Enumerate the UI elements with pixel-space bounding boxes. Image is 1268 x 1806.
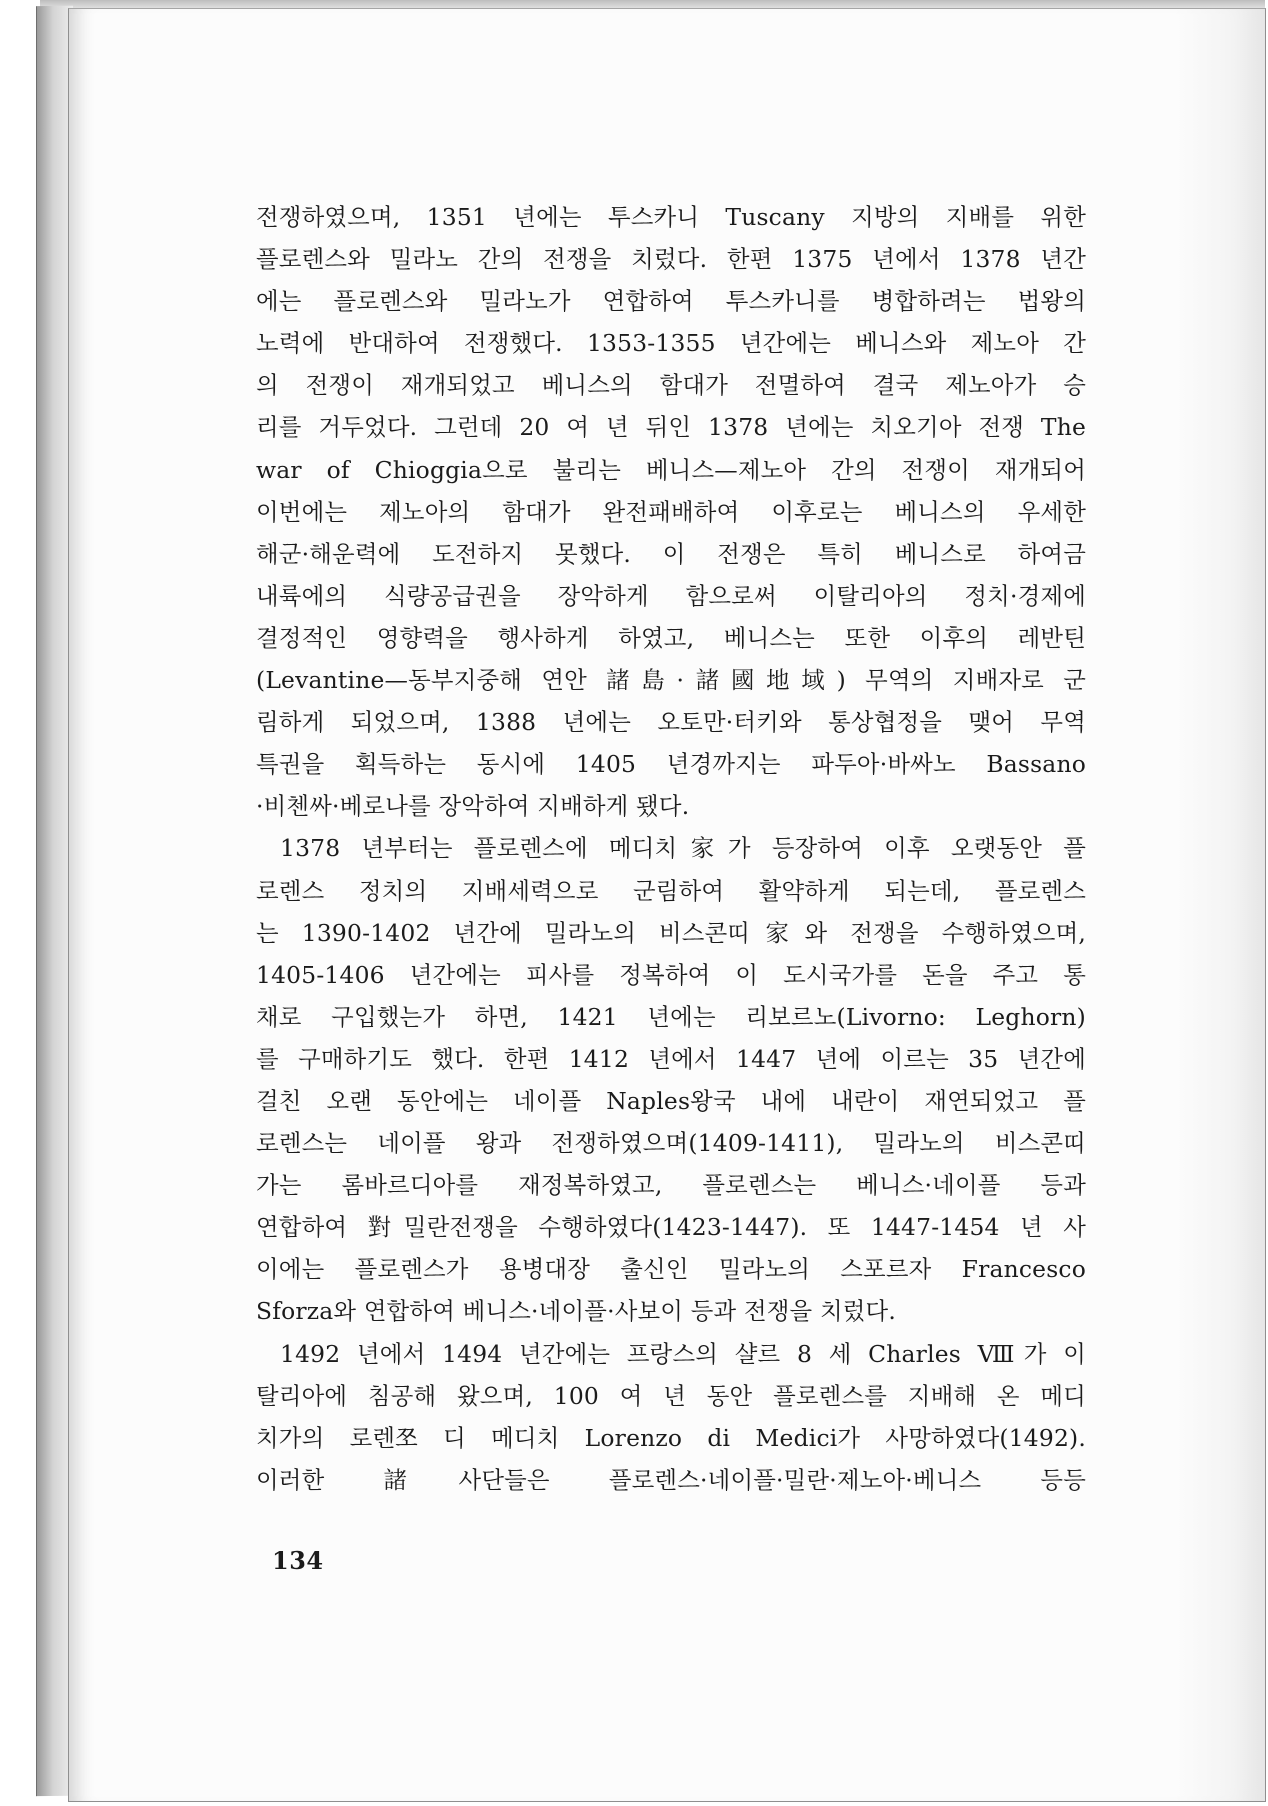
text-line: 는 1390-1402 년간에 밀라노의 비스콘띠家와 전쟁을 수행하였으며, <box>256 918 1086 947</box>
text-line: 연합하여 對밀란전쟁을 수행하였다(1423-1447). 또 1447-1454 년 사 <box>256 1213 1086 1242</box>
text-line: 해군·해운력에 도전하지 못했다. 이 전쟁은 특히 베니스로 하여금 <box>256 539 1086 568</box>
text-line: 이번에는 제노아의 함대가 완전패배하여 이후로는 베니스의 우세한 <box>256 497 1086 526</box>
text-line: 를 구매하기도 했다. 한편 1412 년에서 1447 년에 이르는 35 년간에 <box>256 1044 1086 1073</box>
text-line: 치가의 로렌쪼 디 메디치 Lorenzo di Medici가 사망하였다(1492). <box>256 1423 1086 1452</box>
text-line: 로렌스 정치의 지배세력으로 군림하여 활약하게 되는데, 플로렌스 <box>256 876 1086 905</box>
text-line: 플로렌스와 밀라노 간의 전쟁을 치렀다. 한편 1375 년에서 1378 년간 <box>256 245 1086 274</box>
text-line: 이러한 諸사단들은 플로렌스·네이플·밀란·제노아·베니스 등등 <box>256 1465 1086 1494</box>
text-line: (Levantine—동부지중해 연안 諸島·諸國地域) 무역의 지배자로 군 <box>256 666 1086 695</box>
text-line: 에는 플로렌스와 밀라노가 연합하여 투스카니를 병합하려는 법왕의 <box>256 287 1086 316</box>
text-line: 리를 거두었다. 그런데 20 여 년 뒤인 1378 년에는 치오기아 전쟁 The <box>256 413 1086 442</box>
text-line: 탈리아에 침공해 왔으며, 100 여 년 동안 플로렌스를 지배해 온 메디 <box>256 1381 1086 1410</box>
page-shadow <box>1175 9 1265 1801</box>
text-line: war of Chioggia으로 불리는 베니스—제노아 간의 전쟁이 재개되어 <box>256 455 1086 484</box>
page-number: 134 <box>272 1546 324 1575</box>
text-line: 1378 년부터는 플로렌스에 메디치家가 등장하여 이후 오랫동안 플 <box>280 834 1086 863</box>
text-line: 노력에 반대하여 전쟁했다. 1353-1355 년간에는 베니스와 제노아 간 <box>256 329 1086 358</box>
text-line: 특권을 획득하는 동시에 1405 년경까지는 파두아·바싸노 Bassano <box>256 750 1086 779</box>
text-line: 림하게 되었으며, 1388 년에는 오토만·터키와 통상협정을 맺어 무역 <box>256 708 1086 737</box>
text-line: Sforza와 연합하여 베니스·네이플·사보이 등과 전쟁을 치렀다. <box>256 1297 896 1326</box>
text-line: 전쟁하였으며, 1351 년에는 투스카니 Tuscany 지방의 지배를 위한 <box>256 203 1086 231</box>
text-line: 로렌스는 네이플 왕과 전쟁하였으며(1409-1411), 밀라노의 비스콘띠 <box>256 1129 1086 1158</box>
text-line: 걸친 오랜 동안에는 네이플 Naples왕국 내에 내란이 재연되었고 플 <box>256 1086 1086 1115</box>
text-line: 가는 롬바르디아를 재정복하였고, 플로렌스는 베니스·네이플 등과 <box>256 1171 1086 1200</box>
text-line: 1405-1406 년간에는 피사를 정복하여 이 도시국가를 돈을 주고 통 <box>256 960 1086 989</box>
text-line: 이에는 플로렌스가 용병대장 출신인 밀라노의 스포르자 Francesco <box>256 1255 1086 1284</box>
text-line: 결정적인 영향력을 행사하게 하였고, 베니스는 또한 이후의 레반틴 <box>256 623 1086 652</box>
text-line: 의 전쟁이 재개되었고 베니스의 함대가 전멸하여 결국 제노아가 승 <box>256 371 1086 400</box>
text-line: 내륙에의 식량공급권을 장악하게 함으로써 이탈리아의 정치·경제에 <box>256 581 1086 610</box>
text-line: 1492 년에서 1494 년간에는 프랑스의 샬르 8 세 Charles Ⅷ가 이 <box>280 1339 1086 1368</box>
text-line: ·비첸싸·베로나를 장악하여 지배하게 됐다. <box>256 792 690 821</box>
body-text <box>256 196 1086 1501</box>
text-line: 채로 구입했는가 하면, 1421 년에는 리보르노(Livorno: Leghorn) <box>256 1002 1086 1031</box>
